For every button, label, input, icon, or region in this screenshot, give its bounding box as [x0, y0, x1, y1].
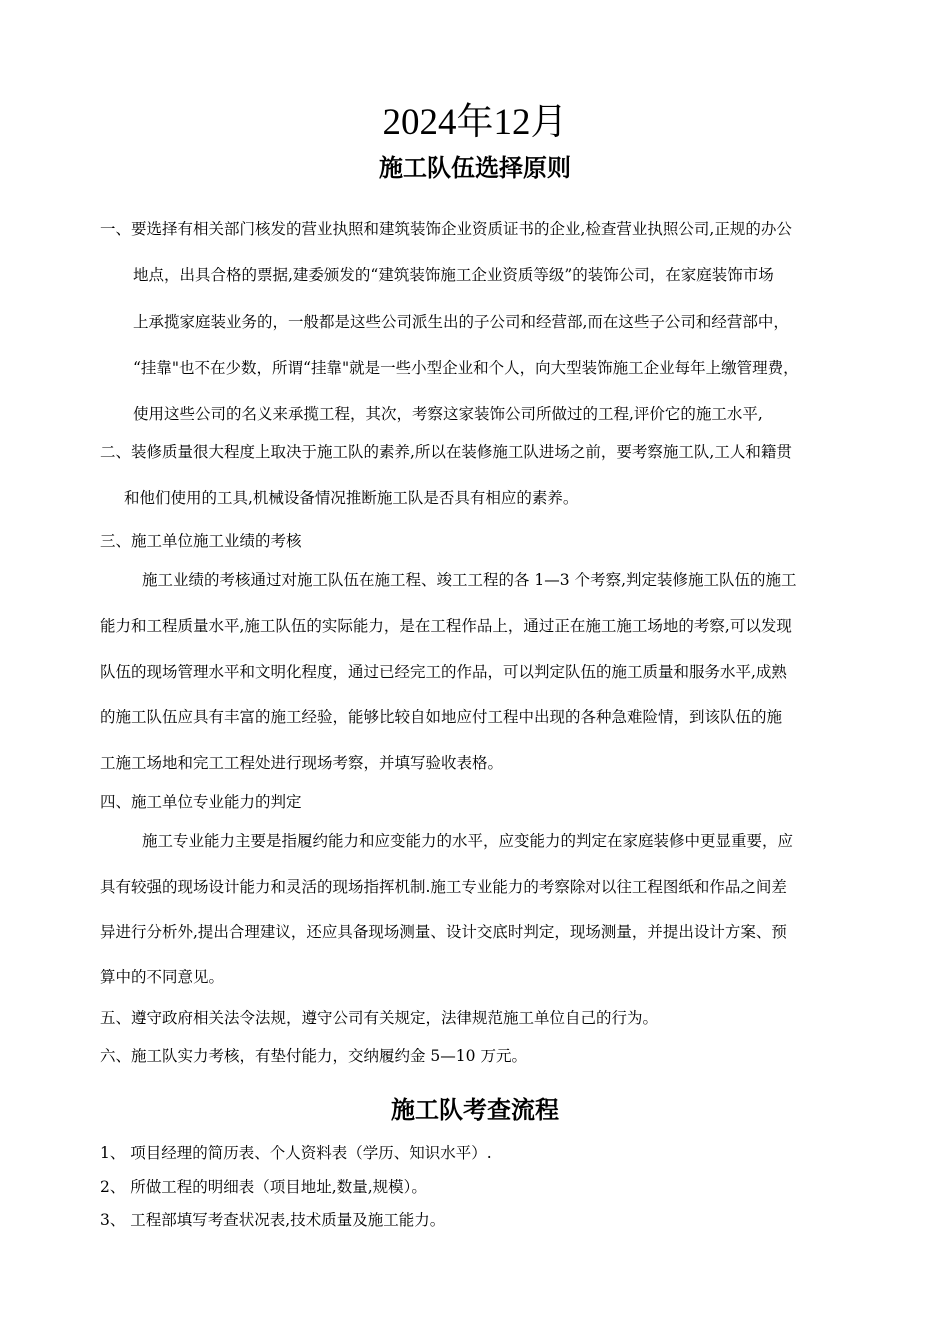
paragraph-line: 队伍的现场管理水平和文明化程度，通过已经完工的作品，可以判定队伍的施工质量和服务水平,成熟	[100, 663, 787, 681]
paragraph-line: 二、装修质量很大程度上取决于施工队的素养,所以在装修施工队进场之前，要考察施工队,工人和籍贯	[100, 443, 792, 461]
paragraph-line: 施工业绩的考核通过对施工队伍在施工程、竣工工程的各 1—3 个考察,判定装修施工队伍的施工	[142, 571, 797, 589]
paragraph-line: 异进行分析外,提出合理建议，还应具备现场测量、设计交底时判定，现场测量，并提出设计方案、预	[100, 923, 787, 941]
paragraph-line: 施工专业能力主要是指履约能力和应变能力的水平，应变能力的判定在家庭装修中更显重要，应	[142, 832, 794, 850]
paragraph-line: 和他们使用的工具,机械设备情况推断施工队是否具有相应的素养。	[124, 489, 579, 507]
paragraph-line: 具有较强的现场设计能力和灵活的现场指挥机制.施工专业能力的考察除对以往工程图纸和作品之间差	[100, 878, 787, 896]
paragraph-line: 地点，出具合格的票据,建委颁发的“建筑装饰施工企业资质等级”的装饰公司，在家庭装饰市场	[133, 266, 774, 284]
paragraph-line: 算中的不同意见。	[100, 968, 225, 986]
document-date: 2024年12月	[382, 102, 568, 143]
paragraph-line: 三、施工单位施工业绩的考核	[100, 532, 302, 550]
paragraph-line: 一、要选择有相关部门核发的营业执照和建筑装饰企业资质证书的企业,检查营业执照公司,正规的办公	[100, 220, 792, 238]
paragraph-line: 六、施工队实力考核，有垫付能力，交纳履约金 5—10 万元。	[100, 1047, 527, 1065]
section-title-selection-principles: 施工队伍选择原则	[379, 153, 571, 182]
paragraph-line: 五、遵守政府相关法令法规，遵守公司有关规定，法律规范施工单位自己的行为。	[100, 1009, 659, 1027]
list-item: 3、 工程部填写考查状况表,技术质量及施工能力。	[100, 1211, 446, 1229]
paragraph-line: “挂靠"也不在少数，所谓“挂靠"就是一些小型企业和个人，向大型装饰施工企业每年上缴管理费，	[133, 359, 799, 377]
paragraph-line: 工施工场地和完工工程处进行现场考察，并填写验收表格。	[100, 754, 504, 772]
list-item: 1、 项目经理的简历表、个人资料表（学历、知识水平）.	[100, 1144, 492, 1162]
paragraph-line: 使用这些公司的名义来承揽工程，其次，考察这家装饰公司所做过的工程,评价它的施工水平,	[133, 405, 763, 423]
section-title-inspection-process: 施工队考查流程	[391, 1095, 559, 1124]
paragraph-line: 的施工队伍应具有丰富的施工经验，能够比较自如地应付工程中出现的各种急难险情，到该队伍的施	[100, 708, 783, 726]
paragraph-line: 上承揽家庭装业务的，一般都是这些公司派生出的子公司和经营部,而在这些子公司和经营部中，	[133, 313, 789, 331]
list-item: 2、 所做工程的明细表（项目地址,数量,规模）。	[100, 1178, 427, 1196]
paragraph-line: 四、施工单位专业能力的判定	[100, 793, 302, 811]
paragraph-line: 能力和工程质量水平,施工队伍的实际能力，是在工程作品上，通过正在施工施工场地的考察,可以发现	[100, 617, 792, 635]
